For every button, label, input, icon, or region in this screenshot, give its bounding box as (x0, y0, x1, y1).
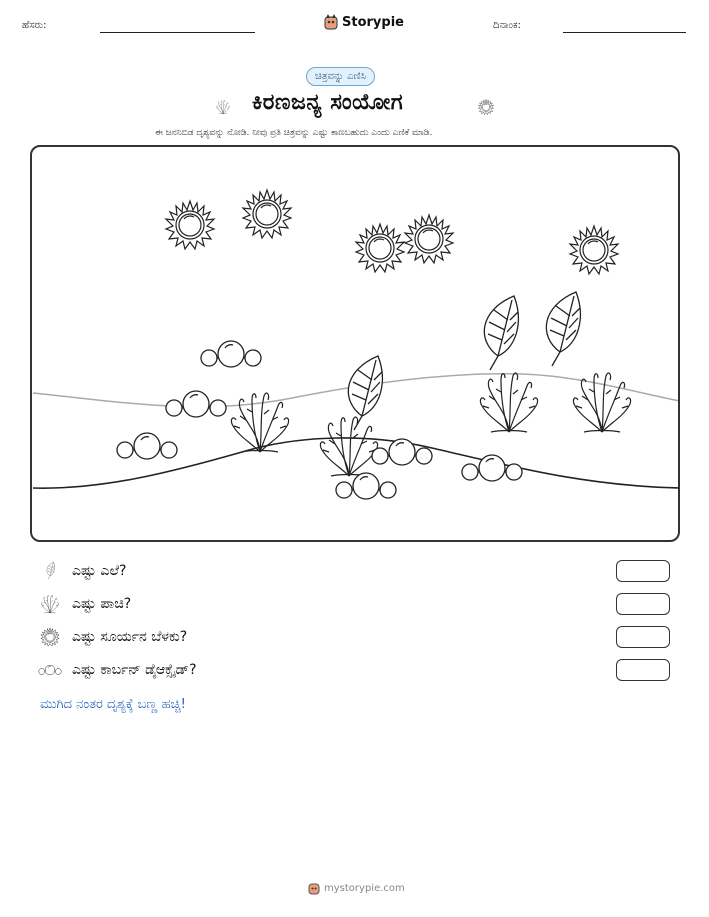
page-title: ಕಿರಣಜನ್ಯ ಸಂಯೋಗ (252, 90, 404, 115)
co2-molecule-icon (372, 439, 432, 465)
question-text: ಎಷ್ಟು ಎಲೆ? (72, 563, 127, 579)
footer-url[interactable]: mystorypie.com (324, 882, 405, 894)
answer-box-algae[interactable] (616, 593, 670, 615)
title-algae-icon (208, 92, 238, 122)
coloring-note: ಮುಗಿದ ನಂತರ ದೃಶ್ಯಕ್ಕೆ ಬಣ್ಣ ಹಚ್ಚಿ! (40, 697, 186, 712)
answer-box-sun[interactable] (616, 626, 670, 648)
brand-name: Storypie (342, 14, 404, 30)
counting-scene (30, 145, 680, 542)
co2-molecule-icon (462, 455, 522, 481)
co2-molecule-icon (117, 433, 177, 459)
answer-box-leaf[interactable] (616, 560, 670, 582)
sun-icon (405, 215, 453, 263)
instructions: ಈ ಜನನಿಬಿಡ ದೃಶ್ಯವನ್ನು ನೋಡಿ. ನೀವು ಪ್ರತಿ ಚಿತ್ರವನ್ನು ಎಷ್ಟು ಕಾಣಬಹುದು ಎಂದು ಎಣಿಕೆ ಮಾಡಿ. (155, 128, 433, 138)
footer-brand (308, 881, 405, 895)
sun-icon (38, 624, 62, 650)
scene-illustration (32, 147, 678, 540)
sun-icon (356, 224, 404, 272)
sun-icon (243, 190, 291, 238)
leaf-icon (38, 558, 62, 584)
date-line[interactable] (563, 32, 686, 33)
question-text: ಎಷ್ಟು ಕಾರ್ಬನ್ ಡೈಆಕ್ಸೈಡ್? (72, 662, 197, 678)
name-label: ಹೆಸರು: (22, 20, 47, 31)
algae-icon (320, 417, 377, 476)
question-text: ಎಷ್ಟು ಪಾಚಿ? (72, 596, 132, 612)
co2-molecule-icon (38, 657, 62, 683)
worksheet-badge: ಚಿತ್ರವನ್ನು ಎಣಿಸಿ (306, 67, 375, 86)
answer-box-co2[interactable] (616, 659, 670, 681)
co2-molecule-icon (201, 341, 261, 367)
leaf-icon (546, 292, 580, 366)
sun-icon (570, 226, 618, 274)
question-co2 (38, 657, 672, 683)
date-label: ದಿನಾಂಕ: (493, 20, 521, 31)
algae-icon (38, 591, 62, 617)
algae-icon (573, 373, 630, 432)
sun-icon (166, 201, 214, 249)
question-leaf (38, 558, 672, 584)
co2-molecule-icon (166, 391, 226, 417)
name-line[interactable] (100, 32, 255, 33)
storypie-mascot-icon (308, 881, 320, 895)
brand-logo (324, 14, 404, 30)
co2-molecule-icon (336, 473, 396, 499)
question-text: ಎಷ್ಟು ಸೂರ್ಯನ ಬೆಳಕು? (72, 629, 188, 645)
algae-icon (480, 373, 537, 432)
title-sun-icon (470, 91, 502, 123)
leaf-icon (484, 296, 518, 370)
question-algae (38, 591, 672, 617)
question-sun (38, 624, 672, 650)
storypie-mascot-icon (324, 14, 338, 30)
